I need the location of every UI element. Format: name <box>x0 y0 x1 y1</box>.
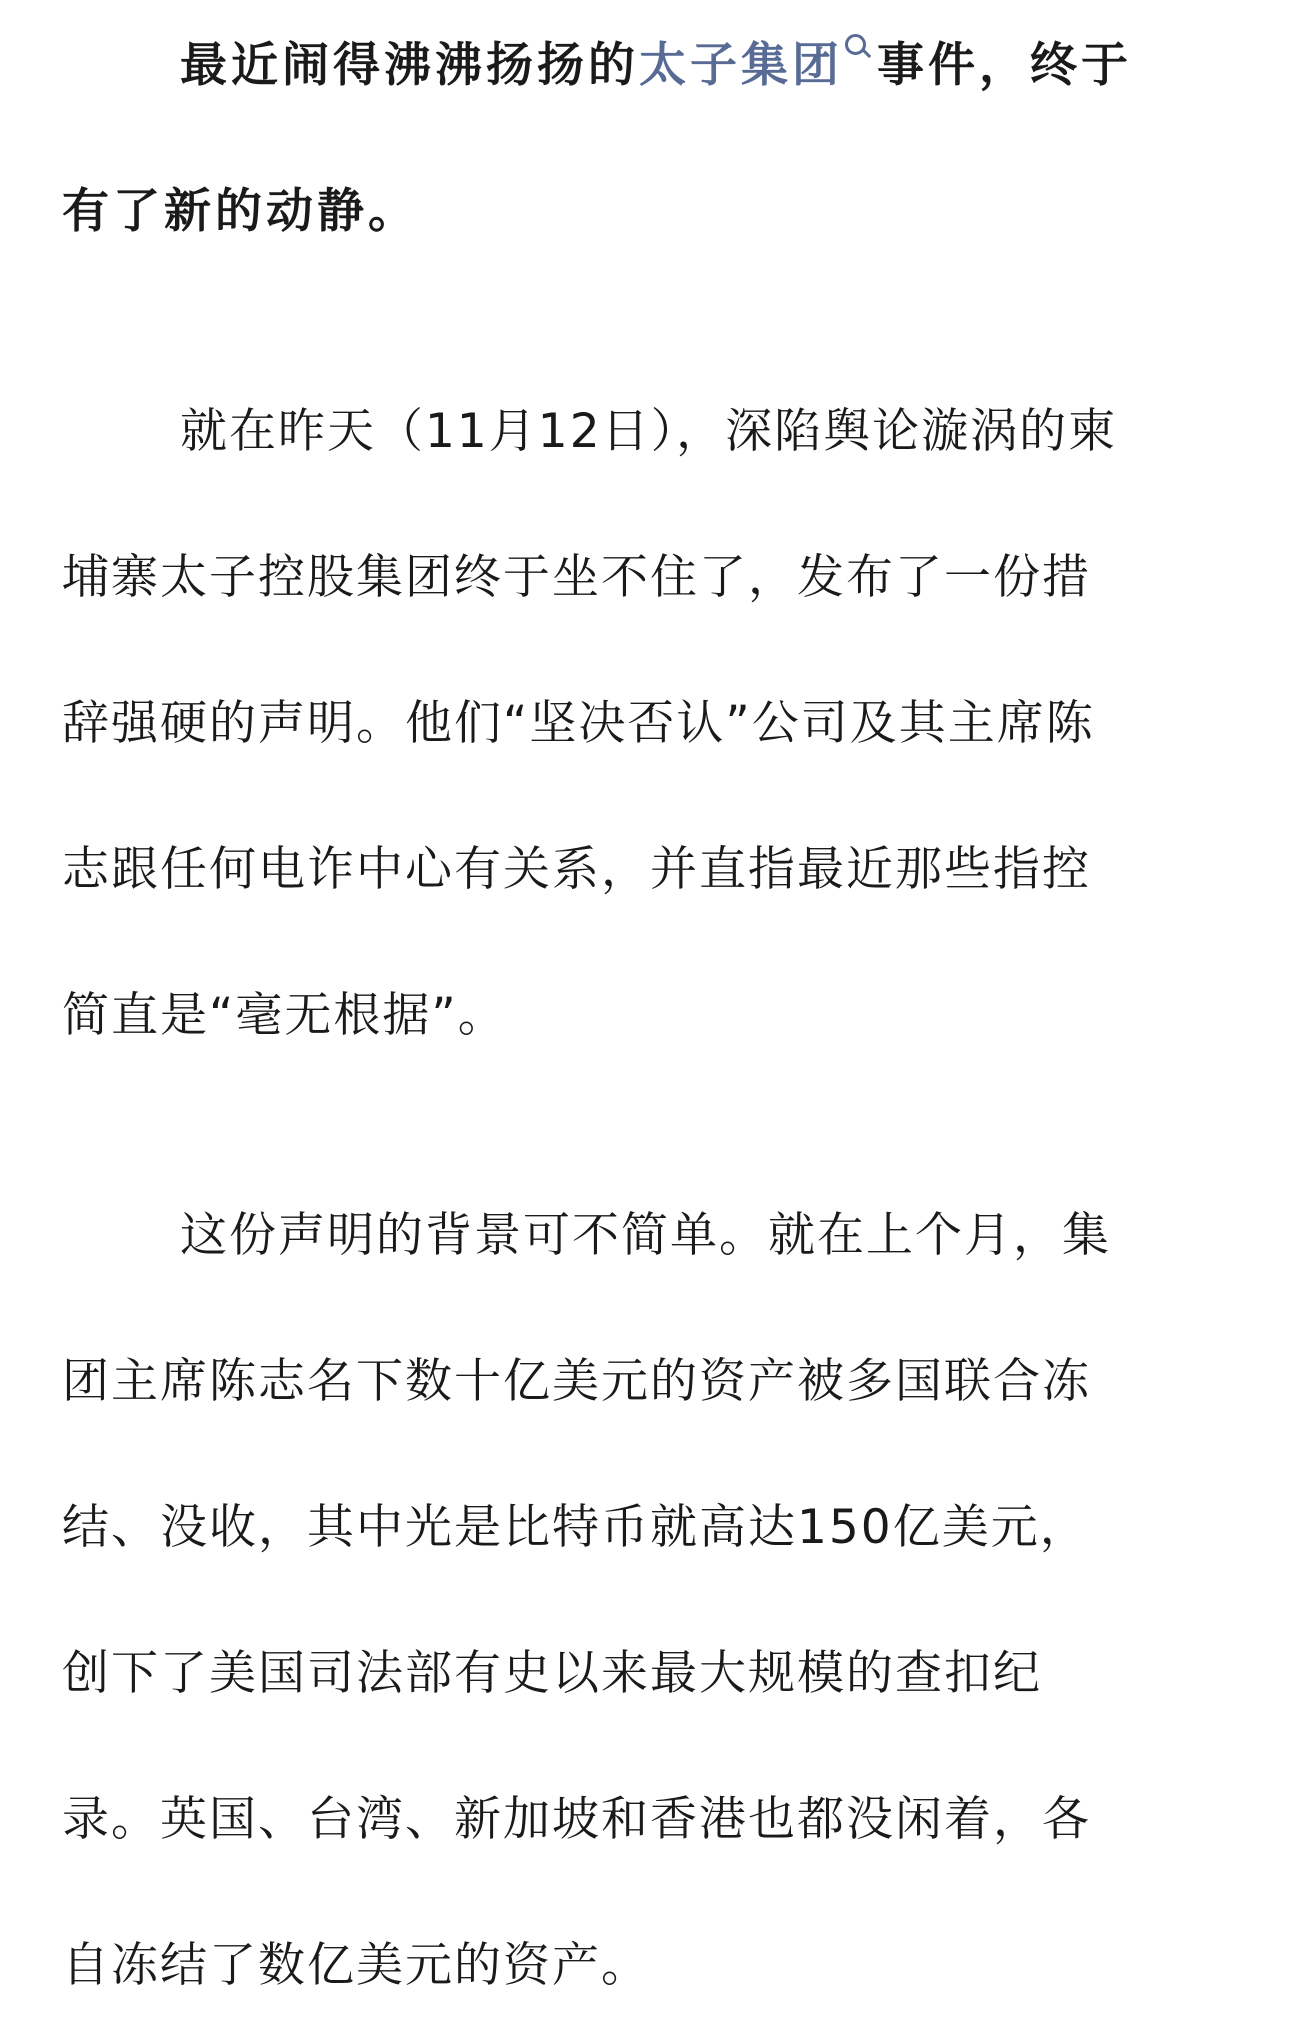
paragraph-3-line-5: 录。英国、台湾、新加坡和香港也都没闲着，各 <box>62 1792 1091 1847</box>
paragraph-2-line-5: 简直是“毫无根据”。 <box>62 988 507 1043</box>
keyword-link[interactable]: 太子集团 <box>639 38 843 93</box>
paragraph-3-line-1: 这份声明的背景可不简单。就在上个月，集 <box>180 1208 1111 1263</box>
search-icon[interactable] <box>843 34 869 68</box>
line-text: 事件，终于 <box>877 38 1132 93</box>
paragraph-3-line-3: 结、没收，其中光是比特币就高达150亿美元， <box>62 1500 1089 1555</box>
paragraph-3-line-2: 团主席陈志名下数十亿美元的资产被多国联合冻 <box>62 1354 1091 1409</box>
paragraph-3-line-4: 创下了美国司法部有史以来最大规模的查扣纪 <box>62 1646 1042 1701</box>
paragraph-1-line-1 <box>180 26 1228 106</box>
paragraph-2-line-4: 志跟任何电诈中心有关系，并直指最近那些指控 <box>62 842 1091 897</box>
paragraph-3-line-6: 自冻结了数亿美元的资产。 <box>62 1938 650 1993</box>
paragraph-1-line-2: 有了新的动静。 <box>62 184 419 239</box>
paragraph-2-line-3: 辞强硬的声明。他们“坚决否认”公司及其主席陈 <box>62 696 1095 751</box>
paragraph-2-line-1: 就在昨天（11月12日），深陷舆论漩涡的柬 <box>180 404 1118 459</box>
line-text: 最近闹得沸沸扬扬的 <box>180 38 639 93</box>
paragraph-2-line-2: 埔寨太子控股集团终于坐不住了，发布了一份措 <box>62 550 1091 605</box>
